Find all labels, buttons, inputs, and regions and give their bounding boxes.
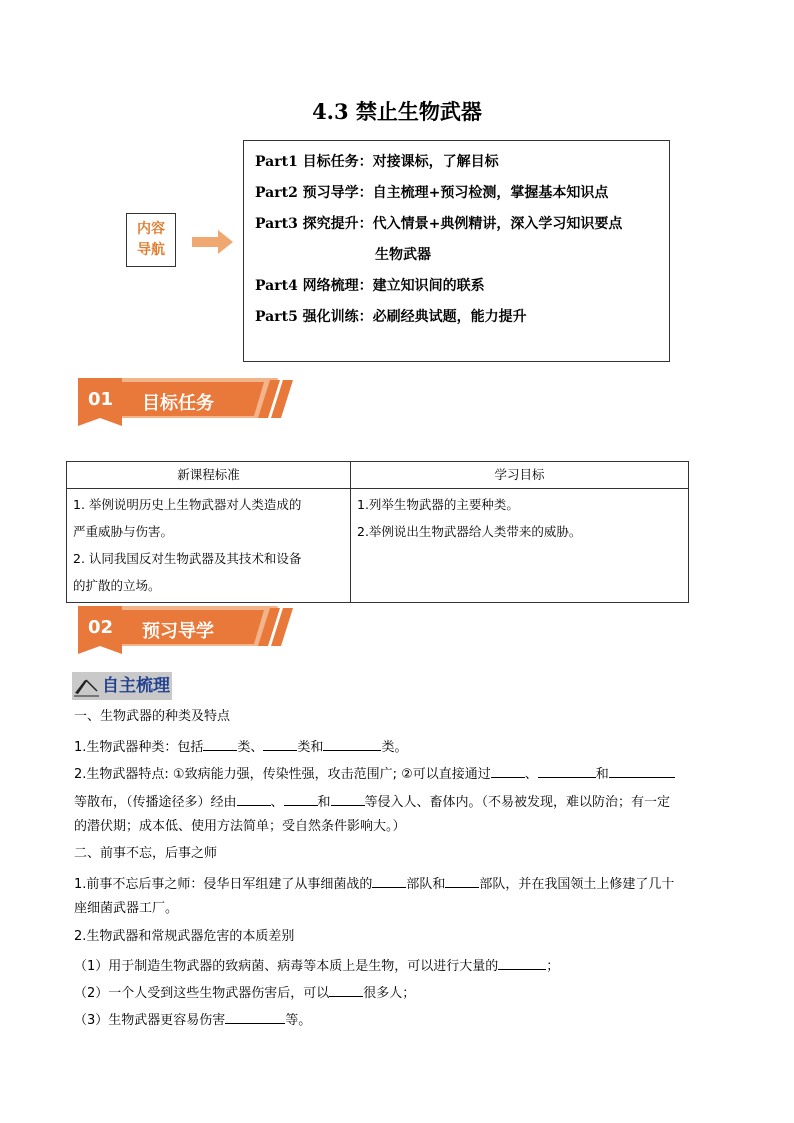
- pencil-icon: [72, 672, 100, 700]
- fill-blank: [372, 872, 406, 888]
- cell-line: 1.列举生物武器的主要种类。: [357, 497, 519, 512]
- fill-blank: [331, 790, 365, 806]
- section-banner-02: [78, 606, 298, 658]
- heading-2: 二、前事不忘，后事之师: [74, 846, 218, 861]
- fill-blank: [203, 735, 237, 751]
- table-cell-goals: [351, 489, 689, 603]
- cell-line: 1. 举例说明历史上生物武器对人类造成的: [73, 497, 302, 512]
- text-line-9: （2）一个人受到这些生物武器伤害后，可以 很多人；: [74, 981, 415, 1004]
- table-row: [67, 489, 689, 603]
- section-label: 预习导学: [142, 621, 214, 642]
- text-line-7: 2.生物武器和常规武器危害的本质差别: [74, 929, 295, 944]
- text-line-4: 的潜伏期；成本低、使用方法简单；受自然条件影响大。）: [74, 819, 406, 834]
- text-line-1: 1.生物武器种类：包括 类、 类和 类。: [74, 735, 407, 758]
- fill-blank: [284, 790, 318, 806]
- nav-part-1: Part1 目标任务：对接课标，了解目标: [255, 154, 499, 170]
- heading-1: 一、生物武器的种类及特点: [74, 709, 231, 724]
- text-line-3: 等散布，（传播途径多）经由 、 和 等侵入人、畜体内。（不易被发现，难以防治；有一定: [74, 790, 670, 813]
- section-banner-01: [78, 378, 298, 430]
- text-line-10: （3）生物武器更容易伤害 等。: [74, 1008, 311, 1031]
- arrow-right-icon: [192, 228, 234, 256]
- fill-blank: [538, 762, 596, 778]
- text-line-8: （1）用于制造生物武器的致病菌、病毒等本质上是生物，可以进行大量的 ；: [74, 954, 559, 977]
- page-title: 4.3 禁止生物武器: [312, 99, 482, 124]
- table-cell-standards: [67, 489, 351, 603]
- nav-part-3: Part3 探究提升：代入情景+典例精讲，深入学习知识要点: [255, 216, 623, 232]
- table-header-row: [67, 462, 689, 489]
- nav-label-line-2: 导航: [137, 242, 165, 258]
- text-line-5: 1.前事不忘后事之师：侵华日军组建了从事细菌战的 部队和 部队，并在我国领土上修建了几十: [74, 872, 674, 895]
- fill-blank: [609, 762, 675, 778]
- cell-line: 的扩散的立场。: [73, 578, 161, 593]
- text-line-6: 座细菌武器工厂。: [74, 901, 179, 916]
- subsection-title: 自主梳理: [100, 672, 172, 700]
- fill-blank: [329, 981, 363, 997]
- fill-blank: [237, 790, 271, 806]
- content-nav-box: [243, 140, 670, 362]
- cell-line: 2. 认同我国反对生物武器及其技术和设备: [73, 551, 302, 566]
- table-header: 新课程标准: [67, 462, 351, 489]
- section-number: 02: [88, 617, 114, 638]
- cell-line: 2.举例说出生物武器给人类带来的威胁。: [357, 524, 582, 539]
- section-label: 目标任务: [142, 393, 214, 414]
- curriculum-table: [66, 461, 689, 603]
- fill-blank: [225, 1008, 285, 1024]
- fill-blank: [491, 762, 525, 778]
- nav-part-2: Part2 预习导学：自主梳理+预习检测，掌握基本知识点: [255, 185, 609, 201]
- nav-label-line-1: 内容: [137, 221, 165, 237]
- fill-blank: [323, 735, 381, 751]
- content-nav-label: [126, 213, 176, 267]
- cell-line: 严重威胁与伤害。: [73, 524, 174, 539]
- fill-blank: [498, 954, 546, 970]
- nav-part-4: Part4 网络梳理：建立知识间的联系: [255, 278, 485, 294]
- fill-blank: [445, 872, 479, 888]
- fill-blank: [263, 735, 297, 751]
- nav-part-5: Part5 强化训练：必刷经典试题，能力提升: [255, 309, 527, 325]
- nav-part-3-cont: 生物武器: [375, 247, 431, 263]
- section-number: 01: [88, 389, 114, 410]
- table-header: 学习目标: [351, 462, 689, 489]
- text-line-2: 2.生物武器特点: ①致病能力强，传染性强，攻击范围广; ②可以直接通过 、 和: [74, 762, 675, 785]
